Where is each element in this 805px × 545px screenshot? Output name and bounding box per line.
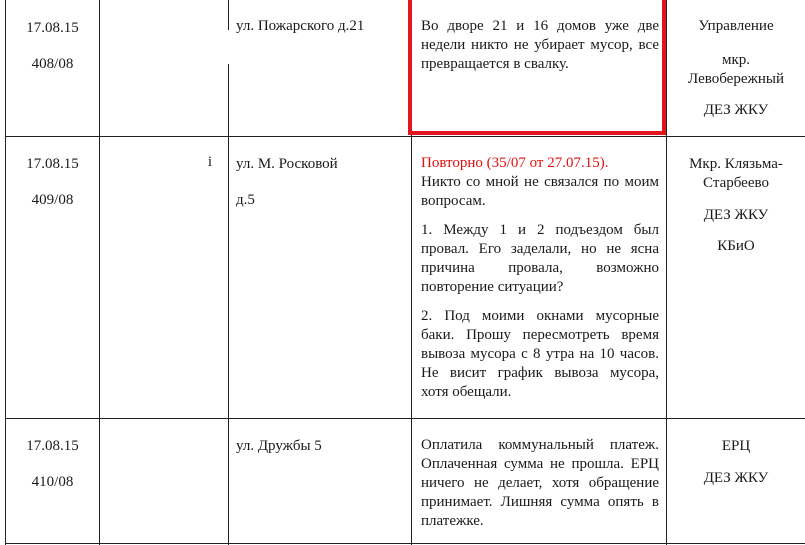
complaint-paragraph: Никто со мной не связался по моим вопросам. (421, 174, 659, 209)
table-row-responsible-cell (667, 437, 805, 488)
responsible-line: ЕРЦ (721, 438, 751, 454)
record-number: 408/08 (31, 56, 74, 72)
table-row-date-cell (6, 428, 99, 500)
table-row-responsible-cell (667, 155, 805, 256)
record-number: 410/08 (31, 474, 74, 490)
complaint-paragraph: 2. Под моими окнами мусорные баки. Прошу пересмотреть время вывоза мусора с 8 утра на 10 часов. Не висит график вывоза мусора, хотя обещали. (421, 308, 659, 400)
address-line: ул. Дружбы 5 (236, 438, 322, 454)
address-line: ул. Пожарского д.21 (236, 18, 365, 34)
table-row-address-cell (229, 155, 411, 209)
record-number: 409/08 (31, 192, 74, 208)
date-text: 17.08.15 (26, 20, 79, 36)
table-row-mark-cell (100, 154, 228, 171)
complaint-paragraph: 1. Между 1 и 2 подъездом был провал. Его заделали, но не ясна причина провала, возможно повторение ситуации? (421, 222, 659, 295)
table-row-address-cell (229, 17, 411, 35)
table-row-address-cell (229, 437, 411, 455)
complaint-paragraph: Во дворе 21 и 16 домов уже две недели никто не убирает мусор, все превращается в свалку. (421, 18, 659, 72)
row-divider (5, 136, 805, 137)
date-text: 17.08.15 (26, 438, 79, 454)
column-divider (99, 0, 100, 545)
repeat-notice: Повторно (35/07 от 27.07.15). (421, 155, 609, 171)
responsible-line: ДЕЗ ЖКУ (703, 207, 769, 223)
table-row-responsible-cell (667, 17, 805, 120)
date-text: 17.08.15 (26, 156, 79, 172)
row-divider (5, 543, 805, 544)
responsible-line: мкр. Левобережный (688, 52, 784, 87)
responsible-line: ДЕЗ ЖКУ (703, 102, 769, 118)
table-row-date-cell (6, 10, 99, 82)
responsible-line: Управление (698, 18, 774, 34)
highlight-box (408, 0, 666, 135)
responsible-line: КБиО (717, 238, 755, 254)
address-line: ул. М. Росковой (236, 156, 338, 172)
address-line: д.5 (236, 192, 255, 208)
table-row-complaint-cell (412, 436, 666, 531)
responsible-line: ДЕЗ ЖКУ (703, 470, 769, 486)
table-row-complaint-cell (412, 154, 666, 402)
row-divider (5, 418, 805, 419)
mark-text: i (207, 154, 212, 170)
table-row-date-cell (6, 146, 99, 218)
complaint-paragraph: Оплатила коммунальный платеж. Оплаченная сумма не прошла. ЕРЦ ничего не делает, хотя обращение принимает. Лишняя сумма опять в платежке. (421, 437, 659, 529)
responsible-line: Мкр. Клязьма-Старбеево (689, 156, 783, 191)
